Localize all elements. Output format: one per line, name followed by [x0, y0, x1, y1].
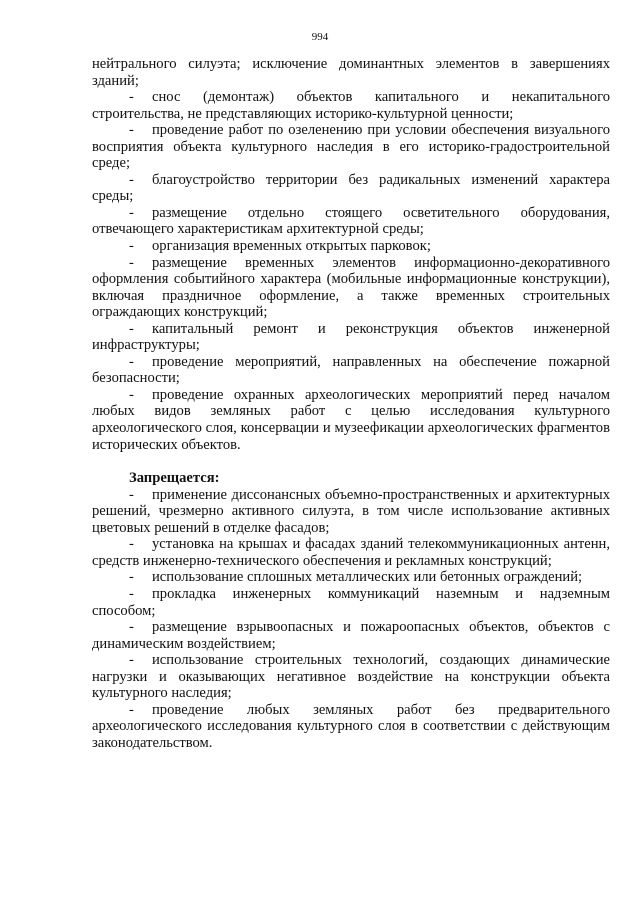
- list-item: [92, 619, 610, 652]
- list-item: [92, 652, 610, 702]
- list-item: [92, 89, 610, 122]
- list-dash: -: [129, 353, 134, 370]
- list-dash: -: [129, 386, 134, 403]
- list-dash: -: [129, 122, 134, 139]
- list-item-text: использование строительных технологий, создающих динамические нагрузки и оказывающих негативное воздействие на конструкции объекта культурного наследия;: [92, 652, 610, 702]
- list-item-text: организация временных открытых парковок;: [152, 238, 431, 255]
- list-item-text: снос (демонтаж) объектов капитального и некапитального строительства, не представляющих историко-культурной ценности;: [92, 89, 610, 122]
- list-item-text: использование сплошных металлических или бетонных ограждений;: [152, 569, 583, 586]
- list-dash: -: [129, 619, 134, 636]
- list-item-text: установка на крышах и фасадах зданий телекоммуникационных антенн, средств инженерно-технического обеспечения и рекламных конструкций;: [92, 536, 610, 569]
- list-item-text: благоустройство территории без радикальных изменений характера среды;: [92, 171, 610, 205]
- list-dash: -: [129, 204, 134, 221]
- list-dash: -: [129, 486, 134, 503]
- list-item-text: капитальный ремонт и реконструкция объектов инженерной инфраструктуры;: [92, 320, 610, 354]
- list-item-text: проведение работ по озеленению при условии обеспечения визуального восприятия объекта культурного наследия в его историко-градостроительной среде;: [92, 122, 610, 172]
- list-item-text: размещение взрывоопасных и пожароопасных объектов, объектов с динамическим воздействием;: [92, 619, 610, 652]
- list-item: [92, 172, 610, 205]
- allowed-list: [92, 89, 610, 453]
- list-dash: -: [129, 171, 134, 188]
- list-item: [92, 205, 610, 238]
- list-item-text: проведение любых земляных работ без предварительного археологического исследования культурного слоя в соответствии с действующим законодательством.: [92, 701, 610, 751]
- list-item: [92, 238, 610, 255]
- list-item: [92, 387, 610, 453]
- page-number: 994: [311, 31, 329, 43]
- list-item: [92, 586, 610, 619]
- list-item-text: прокладка инженерных коммуникаций наземным и надземным способом;: [92, 585, 610, 619]
- list-dash: -: [129, 652, 134, 669]
- list-item: [92, 255, 610, 321]
- document-body: [92, 56, 610, 751]
- list-item: [92, 354, 610, 387]
- list-dash: -: [129, 569, 134, 586]
- list-item-text: размещение отдельно стоящего осветительного оборудования, отвечающего характеристикам архитектурной среды;: [92, 204, 610, 238]
- list-dash: -: [129, 585, 134, 602]
- prohibited-list: [92, 487, 610, 752]
- list-dash: -: [129, 320, 134, 337]
- list-dash: -: [129, 536, 134, 553]
- prohibited-heading: Запрещается:: [129, 470, 220, 487]
- list-item: [92, 321, 610, 354]
- list-item: [92, 536, 610, 569]
- list-item: [92, 122, 610, 172]
- list-dash: -: [129, 89, 134, 106]
- list-item-text: применение диссонансных объемно-пространственных и архитектурных решений, чрезмерно активного силуэта, в том числе использование активных цветовых решений в отделке фасадов;: [92, 486, 610, 536]
- list-item-text: проведение мероприятий, направленных на обеспечение пожарной безопасности;: [92, 353, 610, 387]
- list-dash: -: [129, 238, 134, 255]
- list-dash: -: [129, 701, 134, 718]
- list-item-text: проведение охранных археологических мероприятий перед началом любых видов земляных работ с целью исследования культурного археологического слоя, консервации и музеефикации археологических фрагментов исторических объектов.: [92, 386, 610, 453]
- list-dash: -: [129, 254, 134, 271]
- intro-continuation: нейтрального силуэта; исключение доминантных элементов в завершениях зданий;: [92, 56, 610, 89]
- list-item: [92, 702, 610, 752]
- list-item: [92, 569, 610, 586]
- list-item: [92, 487, 610, 537]
- list-item-text: размещение временных элементов информационно-декоративного оформления событийного характера (мобильные информационные конструкции), включая праздничное оформление, а также временных строительных ограждающих конструкций;: [92, 254, 610, 321]
